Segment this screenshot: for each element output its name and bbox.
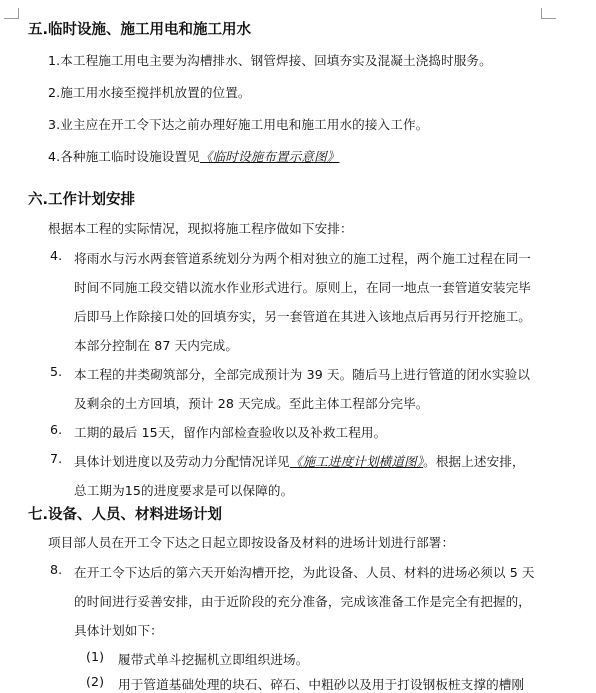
list-number: 8. (50, 562, 63, 577)
sub-list-number: (2) (86, 674, 105, 689)
section-heading: 六.工作计划安排 (28, 192, 136, 208)
paragraph-line: 将雨水与污水两套管道系统划分为两个相对独立的施工过程，两个施工过程在同一 (74, 251, 531, 266)
paragraph-line: 的时间进行妥善安排，由于近阶段的充分准备，完成该准备工作是完全有把握的， (74, 594, 531, 609)
item-text: 4.各种施工临时设施设置见 (48, 149, 200, 164)
section-heading: 五.临时设施、施工用电和施工用水 (28, 22, 252, 38)
paragraph-line: 工期的最后 15天，留作内部检查验收以及补救工程用。 (74, 425, 387, 440)
sub-list-item: 用于管道基础处理的块石、碎石、中粗砂以及用于打设钢板桩支撑的槽刚 (118, 677, 525, 692)
page-corner-mark (541, 8, 556, 19)
item-text: 。根据上述安排， (423, 454, 525, 469)
sub-list-item: 履带式单斗挖掘机立即组织进场。 (118, 652, 309, 667)
paragraph-line: 本部分控制在 87 天内完成。 (74, 338, 239, 353)
list-number: 4. (50, 248, 63, 263)
figure-reference: 《施工进度计划横道图》 (289, 454, 424, 469)
sub-list-number: (1) (86, 649, 105, 664)
paragraph-line: 及剩余的土方回填，预计 28 天完成。至此主体工程部分完毕。 (74, 396, 429, 411)
paragraph-line: 在开工令下达后的第六天开始沟槽开挖，为此设备、人员、材料的进场必须以 5 天 (74, 565, 535, 580)
paragraph-line: 总工期为15的进度要求是可以保障的。 (74, 483, 294, 498)
paragraph: 项目部人员在开工令下达之日起立即按设备及材料的进场计划进行部署： (48, 535, 455, 550)
list-number: 5. (50, 364, 63, 379)
paragraph-line (74, 451, 525, 470)
paragraph-line: 时间不同施工段交错以流水作业形式进行。原则上，在同一地点一套管道安装完毕 (74, 280, 531, 295)
list-number: 6. (50, 422, 63, 437)
list-number: 7. (50, 451, 63, 466)
paragraph-line: 具体计划如下： (74, 623, 163, 638)
list-item: 3.业主应在开工令下达之前办理好施工用电和施工用水的接入工作。 (48, 117, 429, 132)
item-text: 具体计划进度以及劳动力分配情况详见 (74, 454, 290, 469)
paragraph-line: 后即马上作除接口处的回填夯实，另一套管道在其进入该地点后再另行开挖施工。 (74, 309, 531, 324)
page-corner-mark (4, 8, 19, 19)
list-item: 2.施工用水接至搅拌机放置的位置。 (48, 85, 251, 100)
section-heading: 七.设备、人员、材料进场计划 (28, 507, 223, 523)
figure-reference: 《临时设施布置示意图》 (199, 149, 340, 164)
list-item: 1.本工程施工用电主要为沟槽排水、钢管焊接、回填夯实及混凝土浇捣时服务。 (48, 53, 492, 68)
paragraph: 根据本工程的实际情况，现拟将施工程序做如下安排： (48, 221, 353, 236)
paragraph-line: 本工程的井类砌筑部分，全部完成预计为 39 天。随后马上进行管道的闭水实验以 (74, 367, 531, 382)
list-item (48, 146, 340, 165)
